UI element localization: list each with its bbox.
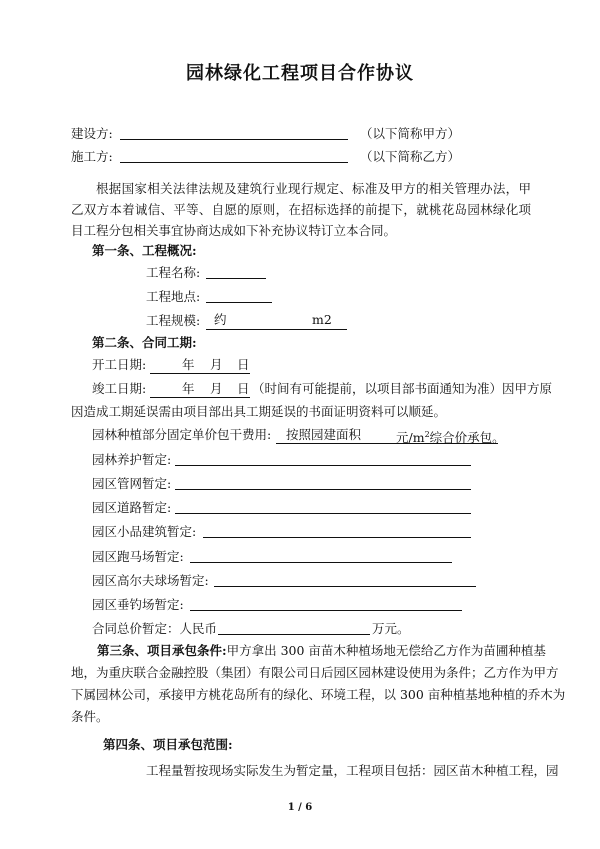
start-day: 日 bbox=[237, 357, 250, 372]
party-b-note: （以下简称乙方） bbox=[360, 149, 461, 164]
project-name-blank[interactable] bbox=[206, 265, 266, 283]
total-price-unit: 万元。 bbox=[372, 621, 410, 636]
cost-item-golf: 园区高尔夫球场暂定: bbox=[92, 573, 209, 588]
article3-line1: 甲方拿出 300 亩苗木种植场地无偿给乙方作为苗圃种植基 bbox=[226, 643, 546, 658]
end-day: 日 bbox=[237, 381, 250, 396]
start-date-blank[interactable] bbox=[150, 357, 250, 374]
document-title: 园林绿化工程项目合作协议 bbox=[186, 63, 414, 84]
article3-line4: 条件。 bbox=[71, 709, 109, 724]
planting-cost-unit-pre: 元/m bbox=[396, 430, 425, 446]
party-a-label: 建设方: bbox=[71, 126, 113, 141]
article1-heading: 第一条、工程概况: bbox=[92, 243, 197, 258]
end-month: 月 bbox=[210, 381, 223, 396]
article2-heading: 第二条、合同工期: bbox=[92, 335, 197, 350]
end-year: 年 bbox=[182, 381, 195, 396]
cost-item-pipeline-blank[interactable] bbox=[175, 476, 471, 494]
article4-line1: 工程量暂按现场实际发生为暂定量，工程项目包括：园区苗木种植工程，园 bbox=[146, 763, 559, 778]
end-date-blank[interactable] bbox=[150, 381, 250, 398]
start-date-label: 开工日期: bbox=[92, 357, 147, 372]
cost-item-golf-blank[interactable] bbox=[214, 573, 476, 591]
end-date-note: （时间有可能提前，以项目部书面通知为准）因甲方原 bbox=[252, 381, 553, 396]
planting-cost-value: 按照园建面积 bbox=[286, 427, 362, 442]
planting-cost-unit-sup: 2 bbox=[424, 430, 430, 439]
party-b-blank[interactable] bbox=[120, 149, 348, 167]
project-name-label: 工程名称: bbox=[146, 265, 201, 280]
party-b-label: 施工方: bbox=[71, 149, 113, 164]
article3-line3: 下属园林公司，承接甲方桃花岛所有的绿化、环境工程，以 300 亩种植基地种植的乔木为 bbox=[71, 687, 566, 702]
planting-cost-unit-post: 综合价承包。 bbox=[429, 430, 505, 446]
cost-item-roads-blank[interactable] bbox=[175, 500, 471, 518]
article3-first-line bbox=[97, 643, 546, 659]
planting-cost-label: 园林种植部分固定单价包干费用: bbox=[92, 427, 272, 442]
cost-item-pipeline: 园区管网暂定: bbox=[92, 476, 172, 491]
cost-item-buildings-blank[interactable] bbox=[203, 524, 471, 542]
total-price-label: 合同总价暂定：人民币 bbox=[92, 621, 218, 636]
cost-item-buildings: 园区小品建筑暂定: bbox=[92, 524, 197, 539]
cost-item-maintenance-blank[interactable] bbox=[175, 452, 471, 470]
party-a-note: （以下简称甲方） bbox=[360, 126, 461, 141]
party-a-blank[interactable] bbox=[120, 126, 348, 144]
party-a-line bbox=[71, 126, 113, 142]
cost-item-roads: 园区道路暂定: bbox=[92, 500, 172, 515]
cost-item-maintenance: 园林养护暂定: bbox=[92, 452, 172, 467]
article4-heading: 第四条、项目承包范围: bbox=[103, 737, 233, 752]
project-location-label: 工程地点: bbox=[146, 289, 201, 304]
end-date-note-cont: 因造成工期延误需由项目部出具工期延误的书面证明资料可以顺延。 bbox=[71, 404, 447, 419]
cost-item-fishing: 园区垂钓场暂定: bbox=[92, 597, 184, 612]
project-scale-unit: m2 bbox=[312, 312, 332, 327]
project-scale-label: 工程规模: bbox=[146, 313, 201, 328]
article3-heading: 第三条、项目承包条件: bbox=[97, 643, 227, 658]
cost-item-fishing-blank[interactable] bbox=[190, 597, 462, 615]
page-number: 1 / 6 bbox=[287, 802, 313, 813]
project-scale-approx: 约 bbox=[214, 312, 227, 327]
start-year: 年 bbox=[182, 357, 195, 372]
cost-item-racecourse: 园区跑马场暂定: bbox=[92, 549, 184, 564]
project-location-blank[interactable] bbox=[206, 289, 272, 307]
preamble-paragraph: 根据国家相关法律法规及建筑行业现行规定、标准及甲方的相关管理办法，甲乙双方本着诚信、平等、自愿的原则，在招标选择的前提下，就桃花岛园林绿化项目工程分包相关事宜协商达成如下补充协议特订立本合同。 bbox=[71, 181, 531, 238]
total-price-blank[interactable] bbox=[218, 621, 370, 639]
planting-cost-unit bbox=[396, 427, 505, 446]
start-month: 月 bbox=[210, 357, 223, 372]
end-date-label: 竣工日期: bbox=[92, 381, 147, 396]
cost-item-racecourse-blank[interactable] bbox=[190, 549, 452, 567]
article3-line2: 地，为重庆联合金融控股（集团）有限公司日后园区园林建设使用为条件；乙方作为甲方 bbox=[71, 665, 559, 680]
